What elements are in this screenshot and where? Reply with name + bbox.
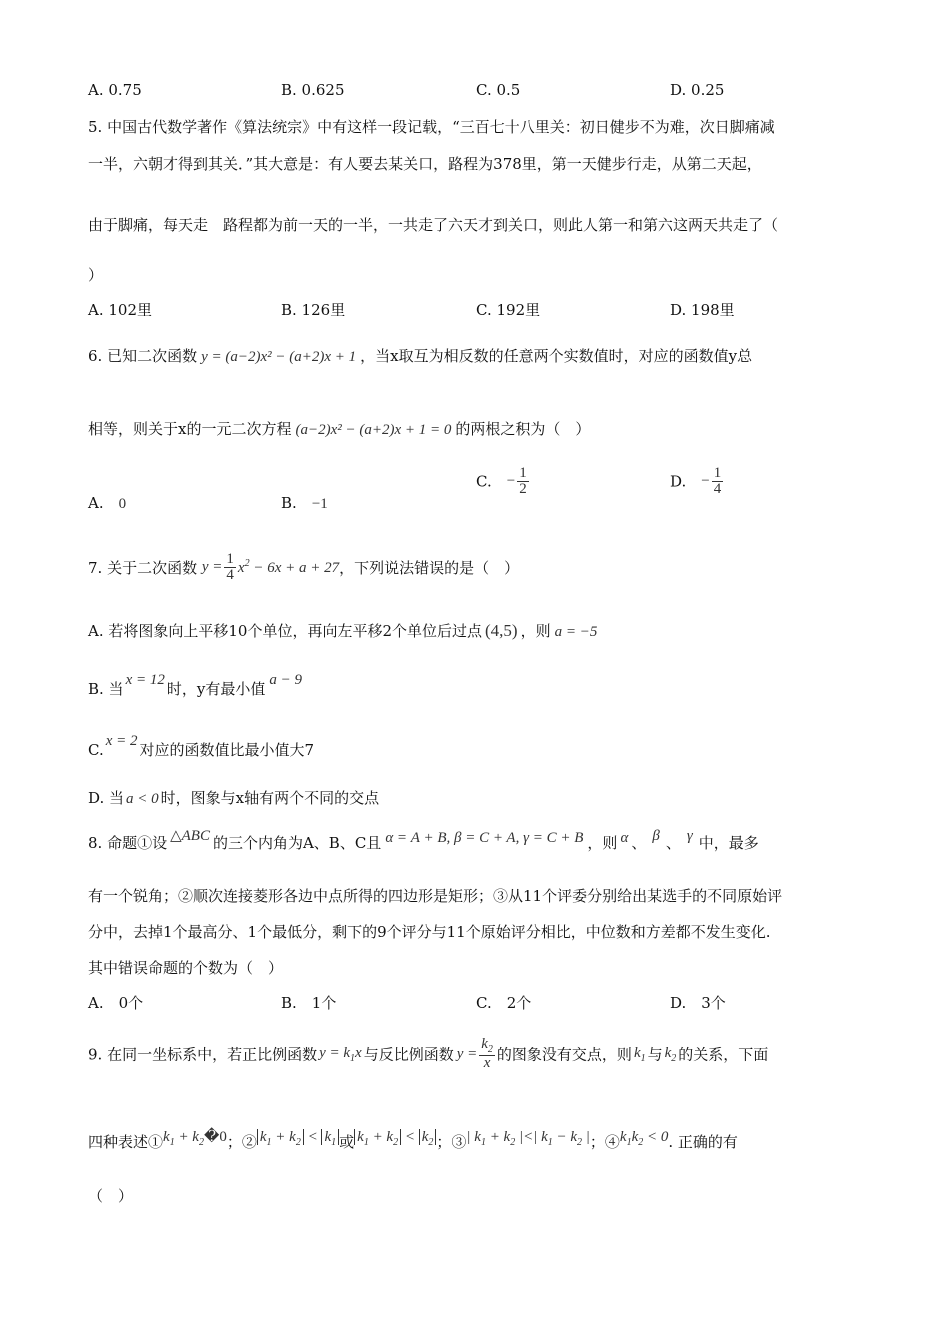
q8-option-a: A. 0个 (88, 994, 144, 1012)
q6-option-b: B. −1 (281, 494, 328, 512)
q8-line-1: 8. 命题①设 △ABC 的三个内角为A、B、C且 α = A + B, β = C + A, γ = C + B ，则 α 、 β 、 γ 中，最多 (88, 828, 759, 852)
q4-option-c: C. 0.5 (476, 81, 521, 99)
q7-option-d: D. 当 a < 0 时，图象与x轴有两个不同的交点 (88, 789, 380, 807)
q4-option-a: A. 0.75 (88, 81, 142, 99)
q5-option-d: D. 198里 (670, 301, 735, 319)
q5-option-c: C. 192里 (476, 301, 541, 319)
q5-line-3: 由于脚痛，每天走 路程都为前一天的一半，一共走了六天才到关口，则此人第一和第六这两天共走了（ (88, 216, 779, 234)
q5-line-4: ） (88, 266, 104, 284)
q8-option-d: D. 3个 (670, 994, 726, 1012)
q6-formula: y = (a−2)x² − (a+2)x + 1 (201, 349, 357, 365)
q6-suffix: ，当x取互为相反数的任意两个实数值时，对应的函数值y总 (360, 347, 753, 365)
q6-equation: (a−2)x² − (a+2)x + 1 = 0 (295, 422, 452, 438)
q8-option-c: C. 2个 (476, 994, 532, 1012)
q5-option-b: B. 126里 (281, 301, 346, 319)
q9-line-1: 9. 在同一坐标系中，若正比例函数 $y = k_1x$ 与反比例函数 y = $\frac{k_2}{x}$ 的图象没有交点，则 $k_1$ 与 $k_2$ 的关系，下面 (88, 1036, 769, 1071)
q7-stem: 7. 关于二次函数 y = $\frac{1}{4}$ $x^2 - 6x + a + 27$，下列说法错误的是（ ） (88, 551, 520, 583)
q9-line-2: 四种表述$①k_1$ + $k_2�0$；② $k_1 + k_2 < k_1$ 或 $k_1 + k_2 < k_2$ ；③| $k_1 + k_2$ |<| $k_1 - k_2$ |；$④k_1k_2 < 0$. 正确的有 (88, 1129, 738, 1151)
q8-line-2: 有一个锐角；②顺次连接菱形各边中点所得的四边形是矩形；③从11个评委分别给出某选手的不同原始评 (88, 887, 783, 905)
q7-option-b: B. 当 x = 12 时，y有最小值 a − 9 (88, 672, 302, 698)
q8-line-3: 分中，去掉1个最高分、1个最低分，剩下的9个评分与11个原始评分相比，中位数和方差都不发生变化. (88, 923, 771, 941)
q4-option-d: D. 0.25 (670, 81, 725, 99)
q6-option-d: D. − $\frac{1}{4}$ (670, 465, 722, 497)
q6-option-c: C. − $\frac{1}{2}$ (476, 465, 527, 497)
q7-option-c: C. x = 2 对应的函数值比最小值大7 (88, 733, 315, 759)
q6-prefix: 6. 已知二次函数 (88, 347, 198, 365)
q6-line2-prefix: 相等，则关于x的一元二次方程 (88, 420, 292, 438)
q5-line-2: 一半，六朝才得到其关．”其大意是：有人要去某关口，路程为378里，第一天健步行走，从第二天起， (88, 155, 762, 173)
q6-line2-suffix: 的两根之积为（ ） (455, 420, 591, 438)
q6-option-a: A. 0 (88, 494, 127, 512)
q8-line-4: 其中错误命题的个数为（ ） (88, 959, 284, 977)
q7-option-a: A. 若将图象向上平移10个单位，再向左平移2个单位后过点 (4,5) ，则 a = −5 (88, 621, 598, 640)
q5-line-1: 5. 中国古代数学著作《算法统宗》中有这样一段记载，“三百七十八里关：初日健步不为难，次日脚痛减 (88, 118, 775, 136)
q6-line-2 (88, 418, 590, 439)
q8-option-b: B. 1个 (281, 994, 337, 1012)
q4-option-b: B. 0.625 (281, 81, 345, 99)
q6-line-1 (88, 345, 752, 366)
q9-line-3: （ ） (88, 1187, 134, 1205)
q5-option-a: A. 102里 (88, 301, 152, 319)
